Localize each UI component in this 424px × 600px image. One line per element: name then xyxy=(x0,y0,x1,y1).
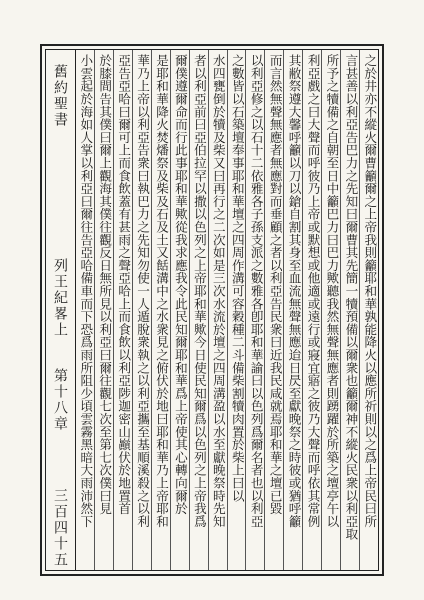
text-column: 所予之犢備之自朝至日中籲巴力曰巴力歟聽我然無聲無應者則踴躍於所築之壇亭午以 xyxy=(321,50,340,570)
text-column: 利亞戲之曰大聲而呼彼乃上帝或默想或他適或遠行或寢宜寤之彼乃大聲而呼依其常例 xyxy=(302,50,321,570)
text-body xyxy=(76,50,378,570)
page-frame xyxy=(40,44,384,576)
text-column: 之數皆以石築壇奉事耶和華壇之四周作溝可容穀種二斗備柴割犢肉置於柴上曰以 xyxy=(227,50,246,570)
book-title: 舊約聖書 xyxy=(52,64,68,128)
text-column: 爾僕遵爾命而行此事耶和華歟從我求應我令此民知爾耶和華爲上帝使其心轉向爾於 xyxy=(170,50,189,570)
text-column: 以利亞修之以石十二依雅各子孫支派之數雅各卽耶和華諭曰以色列爲爾名者也以利亞 xyxy=(245,50,264,570)
text-column: 之於井亦不縱火爾曹籲爾之上帝我則籲耶和華孰能降火以應所祈則以之爲上帝民曰所 xyxy=(359,50,378,570)
text-column: 小雲起於海如人掌以利亞曰爾往告亞哈備車而下恐爲雨所阻少頃雲霧黑暗大雨沛然下 xyxy=(78,54,94,528)
text-column: 於膝間告其僕曰爾上觀海其僕往觀反日無所見以利亞曰爾往觀七次至第七次僕曰見 xyxy=(94,50,113,570)
book-name: 列王紀畧上 xyxy=(52,258,68,338)
text-column: 水四甕倒於犢及柴又曰再行之二次如是三次水流於壇之四周溝盈以水至獻晚祭時先知 xyxy=(208,50,227,570)
text-column: 華乃上帝以利亞告衆曰執巴力之先知勿使一人遁脫衆執之以利亞攜至基順溪殺之以利 xyxy=(132,50,151,570)
page-frame-inner xyxy=(45,49,379,571)
text-column: 亞告亞哈曰爾可上而食飲蓋有甚雨之聲亞哈上而食飲以利亞陟迦密山巓伏於地置首 xyxy=(113,50,132,570)
text-column: 言甚善以利亞告巴力之先知曰爾曹其先簡一犢預備以爾衆也籲爾神不縱火民衆以利亞取 xyxy=(340,50,359,570)
page-number: 三百四十五 xyxy=(52,488,68,568)
text-column: 其敝祭遵大馨呼籲以刀以鎗自割其身至血流無聲無應迨日昃至獻晚祭之時彼或猶呼籲 xyxy=(283,50,302,570)
text-column: 是耶和華降火焚燔祭及柴及石及土又餂溝中之水衆見之俯伏於地曰耶和華乃上帝耶和 xyxy=(151,50,170,570)
chapter-label: 第十八章 xyxy=(52,368,68,432)
text-column: 而言然無聲無應者無應對而垂顧之者以利亞告民衆曰近我民咸就焉耶和華之壇已毀 xyxy=(264,50,283,570)
page-header-margin xyxy=(46,50,76,570)
text-column: 者以利亞前曰亞伯拉罕以撒以色列之上帝耶和華歟今日使民知爾爲以色列之上帝我爲 xyxy=(189,50,208,570)
